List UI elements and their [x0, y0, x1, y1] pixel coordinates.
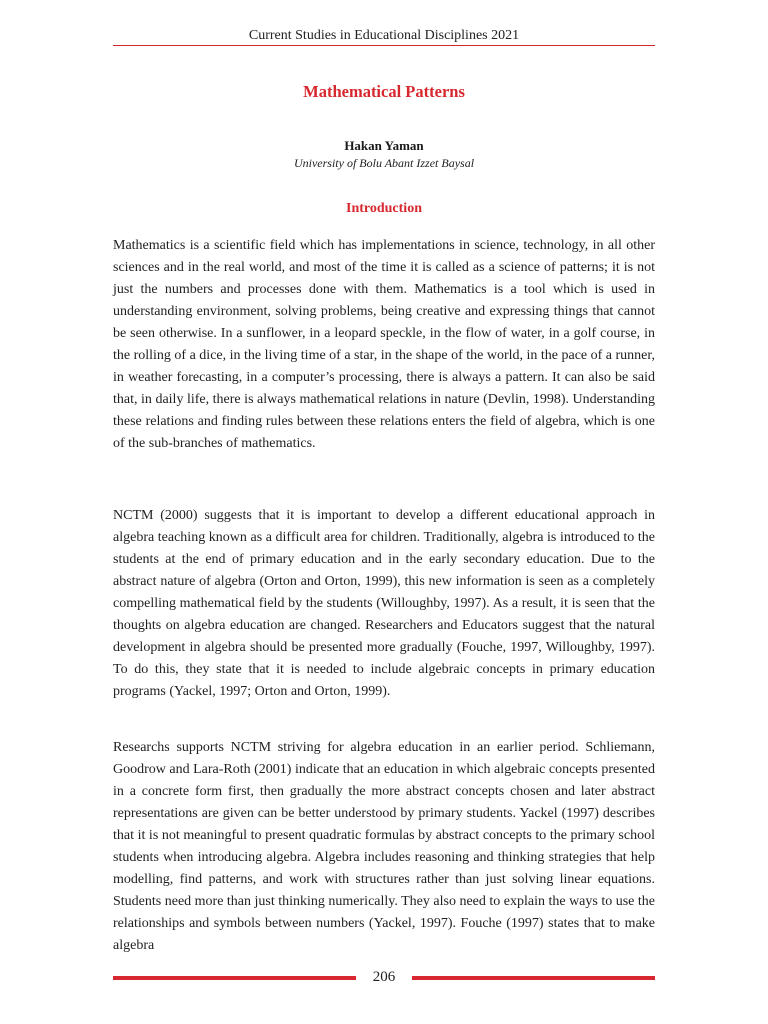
section-heading-introduction: Introduction: [346, 201, 422, 216]
footer-rule-right: [412, 976, 655, 980]
author-name: Hakan Yaman: [344, 138, 424, 153]
running-header: Current Studies in Educational Disciplines 2021: [248, 28, 520, 43]
page-number: 206: [372, 969, 396, 985]
body-paragraph: Researchs supports NCTM striving for algebra education in an earlier period. Schliemann, Goodrow and Lara-Roth (2001) indicate that an education in which algebraic concepts presented in a concrete form first, then gradually the more abstract concepts chosen and later abstract representations are given can be better understood by primary students. Yackel (1997) describes that it is not meaningful to present quadratic formulas by abstract concepts to the primary school students when introducing algebra. Algebra includes reasoning and thinking strategies that help modelling, find patterns, and work with structures rather than just solving linear equations. Students need more than just thinking numerically. They also need to explain the ways to use the relationships and symbols between numbers (Yackel, 1997). Fouche (1997) states that to make algebra: [113, 740, 655, 953]
footer-rule-left: [113, 976, 356, 980]
author-affiliation: University of Bolu Abant Izzet Baysal: [293, 156, 475, 170]
header-rule: [113, 45, 655, 46]
article-title: Mathematical Patterns: [303, 82, 465, 101]
body-paragraph: Mathematics is a scientific field which has implementations in science, technology, in all other sciences and in the real world, and most of the time it is called as a science of patterns; it is not just the numbers and processes done with them. Mathematics is a tool which is used in understanding environment, solving problems, being creative and expressing things that cannot be seen otherwise. In a sunflower, in a leopard speckle, in the flow of water, in a golf course, in the rolling of a dice, in the living time of a star, in the shape of the world, in the pace of a runner, in weather forecasting, in a computer’s processing, there is always a pattern. It can also be said that, in daily life, there is always mathematical relations in nature (Devlin, 1998). Understanding these relations and finding rules between these relations enters the field of algebra, which is one of the sub-branches of mathematics.: [113, 238, 655, 451]
body-paragraph: NCTM (2000) suggests that it is important to develop a different educational approach in algebra teaching known as a difficult area for children. Traditionally, algebra is introduced to the students at the end of primary education and in the early secondary education. Due to the abstract nature of algebra (Orton and Orton, 1999), this new information is seen as a completely compelling mathematical field by the students (Willoughby, 1997). As a result, it is seen that the thoughts on algebra education are changed. Researchers and Educators suggest that the natural development in algebra should be presented more gradually (Fouche, 1997, Willoughby, 1997). To do this, they state that it is needed to include algebraic concepts in primary education programs (Yackel, 1997; Orton and Orton, 1999).: [113, 508, 655, 699]
